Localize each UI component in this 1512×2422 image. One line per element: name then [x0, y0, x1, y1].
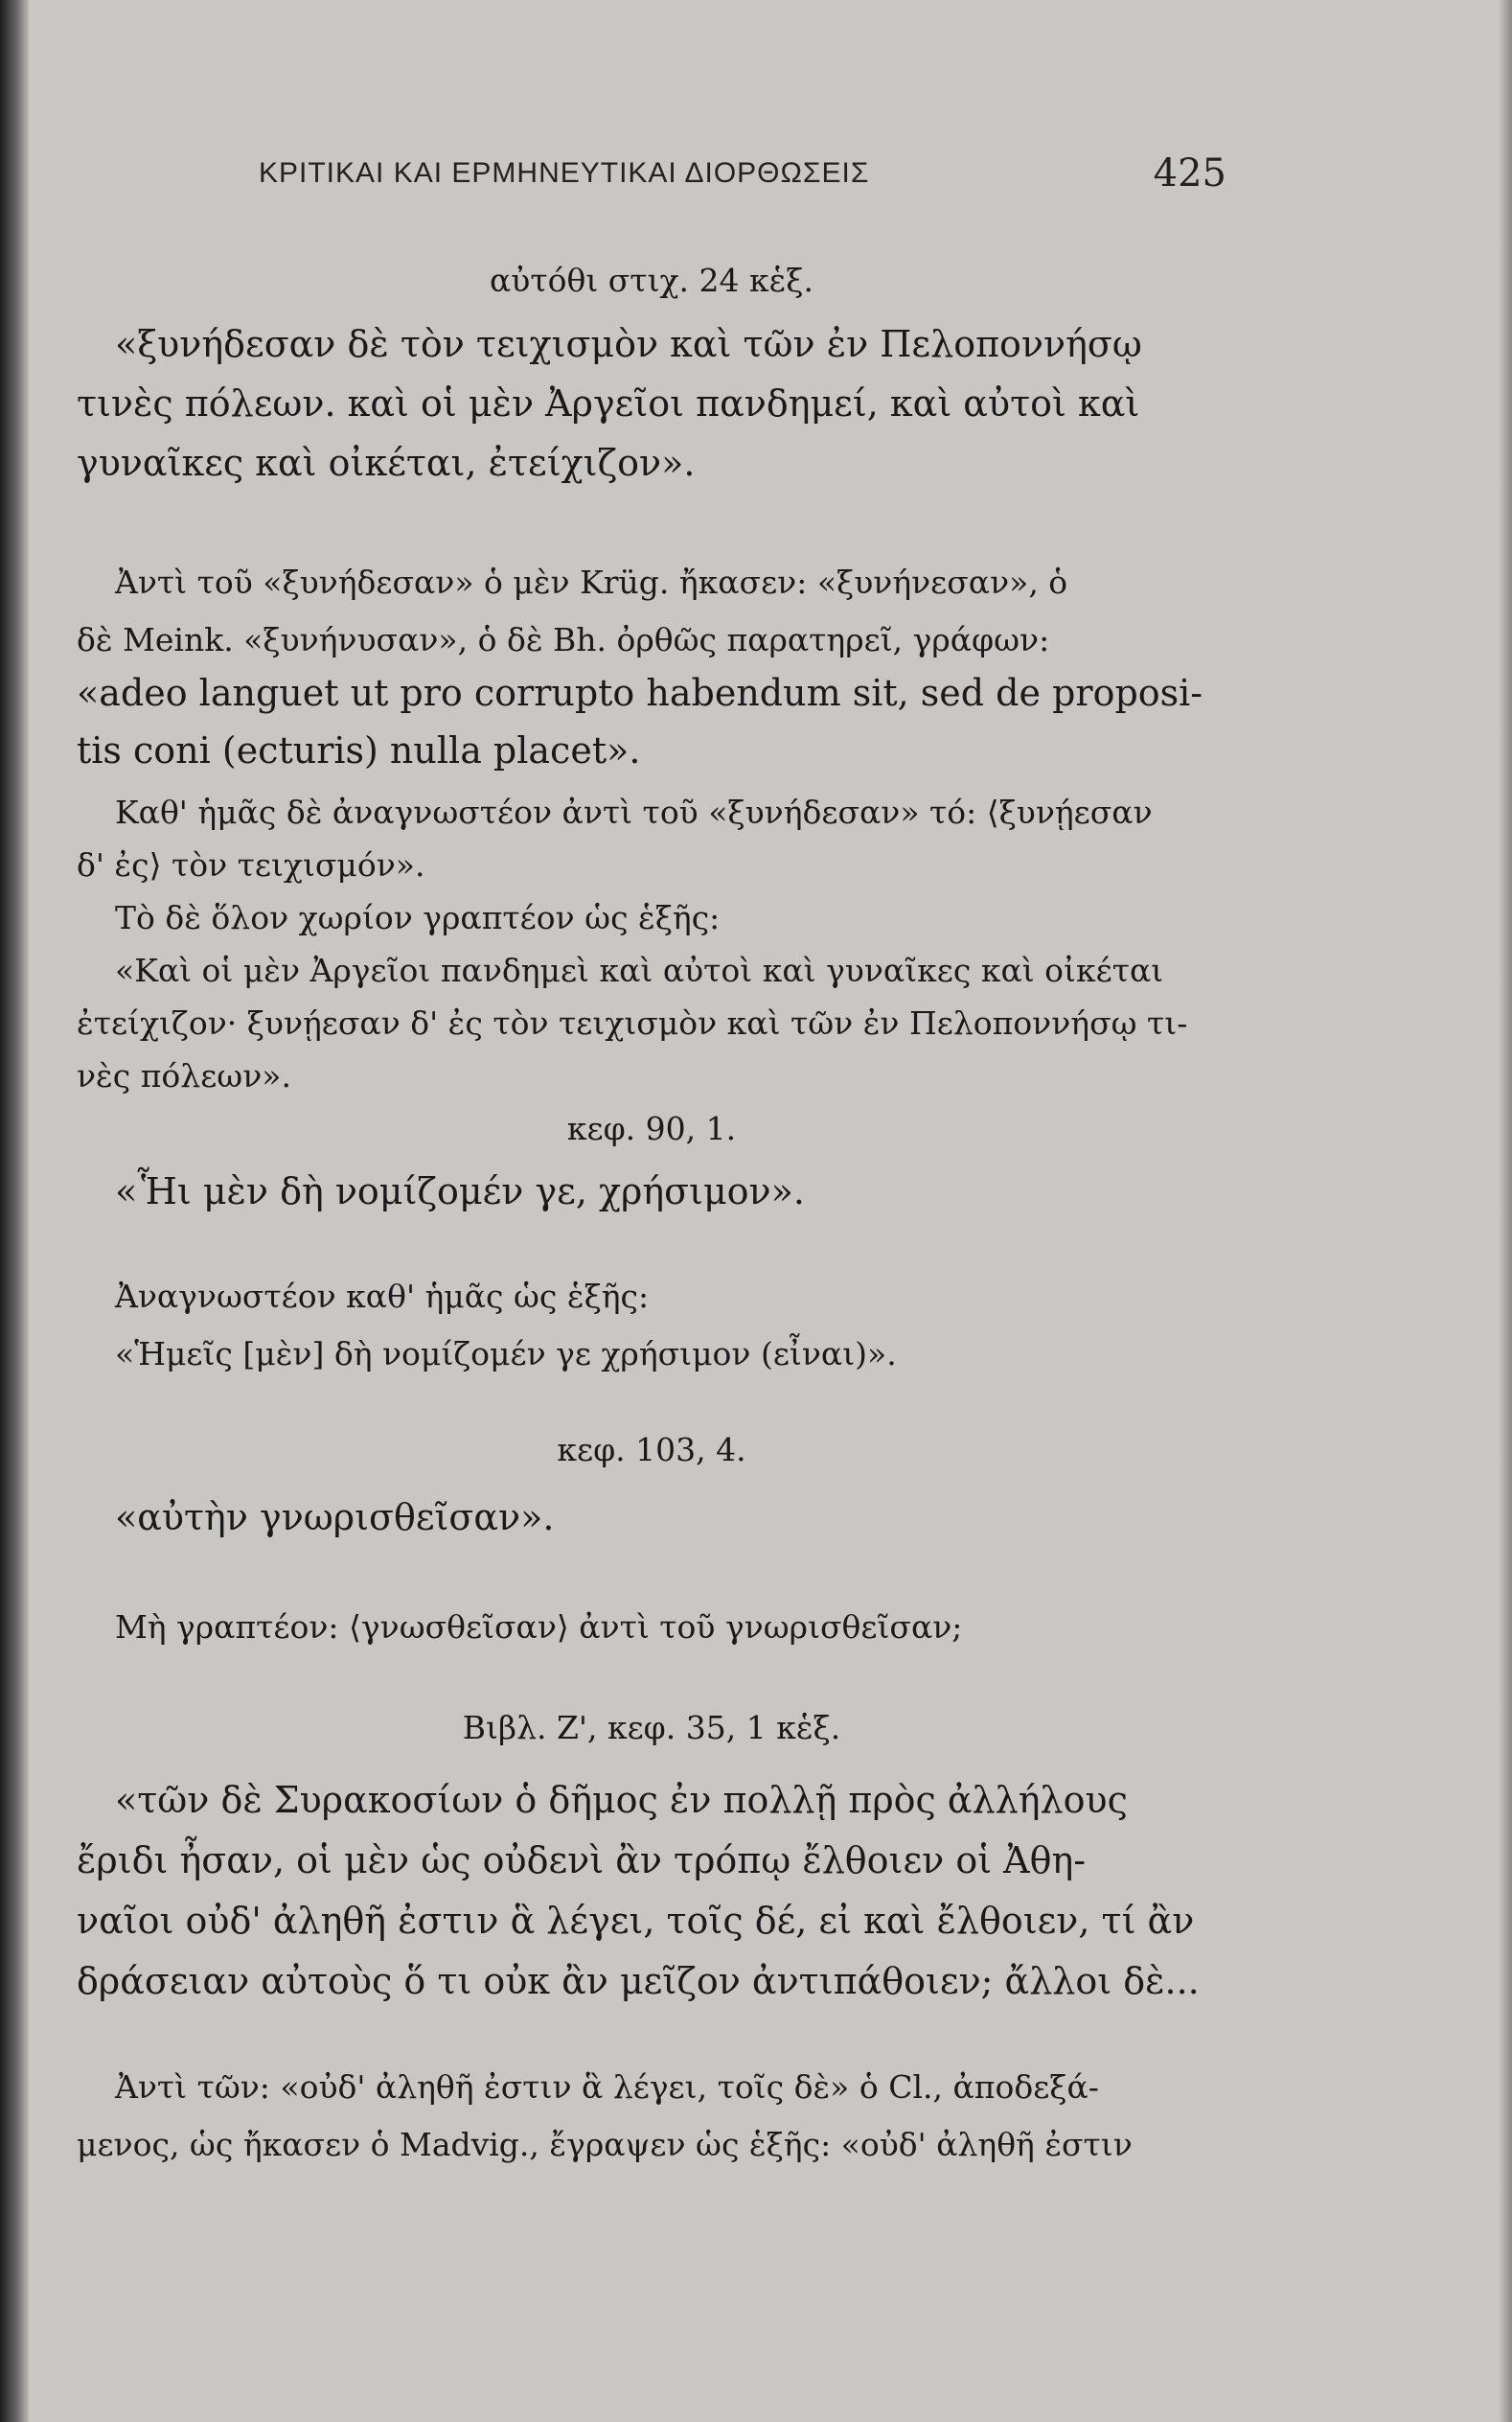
section-reference: κεφ. 90, 1.: [566, 1110, 737, 1147]
quote-line: γυναῖκες καὶ οἰκέται, ἐτείχιζον».: [77, 442, 696, 484]
commentary-line: Τὸ δὲ ὅλον χωρίον γραπτέον ὡς ἑξῆς:: [115, 899, 721, 936]
quote-line: «Ἧι μὲν δὴ νομίζομέν γε, χρήσιμον».: [115, 1170, 805, 1212]
page-edge: [1499, 0, 1512, 2422]
commentary-line: «Καὶ οἱ μὲν Ἀργεῖοι πανδημεὶ καὶ αὐτοὶ καὶ γυναῖκες καὶ οἰκέται: [115, 952, 1164, 989]
quote-line: ναῖοι οὐδ' ἀληθῆ ἐστιν ἃ λέγει, τοῖς δέ, εἰ καὶ ἔλθοιεν, τί ἂν: [77, 1900, 1195, 1942]
quote-line: «αὐτὴν γνωρισθεῖσαν».: [115, 1496, 555, 1538]
commentary-line: δὲ Meink. «ξυνήνυσαν», ὁ δὲ Bh. ὀρθῶς παρατηρεῖ, γράφων:: [77, 621, 1050, 658]
page-binding-shadow: [0, 0, 29, 2422]
running-head: ΚΡΙΤΙΚΑΙ ΚΑΙ ΕΡΜΗΝΕΥΤΙΚΑΙ ΔΙΟΡΘΩΣΕΙΣ: [259, 157, 870, 189]
commentary-line: Μὴ γραπτέον: ⟨γνωσθεῖσαν⟩ ἀντὶ τοῦ γνωρισθεῖσαν;: [115, 1608, 963, 1646]
section-reference: αὐτόθι στιχ. 24 κἑξ.: [490, 262, 813, 299]
quote-line: ἔριδι ἦσαν, οἱ μὲν ὡς οὐδενὶ ἂν τρόπῳ ἔλθοιεν οἱ Ἀθη-: [77, 1839, 1087, 1881]
page-header: [259, 151, 1226, 199]
commentary-line: tis coni (ecturis) nulla placet».: [77, 729, 641, 772]
commentary-line: Ἀντὶ τοῦ «ξυνήδεσαν» ὁ μὲν Krüg. ἤκασεν: «ξυνήνεσαν», ὁ: [115, 564, 1068, 601]
commentary-line: μενος, ὡς ἤκασεν ὁ Madvig., ἔγραψεν ὡς ἑξῆς: «οὐδ' ἀληθῆ ἐστιν: [77, 2126, 1133, 2163]
quote-line: «τῶν δὲ Συρακοσίων ὁ δῆμος ἐν πολλῇ πρὸς ἀλλήλους: [115, 1779, 1128, 1821]
quote-line: δράσειαν αὐτοὺς ὅ τι οὐκ ἂν μεῖζον ἀντιπάθοιεν; ἄλλοι δὲ...: [77, 1960, 1200, 2002]
section-reference: κεφ. 103, 4.: [557, 1431, 746, 1468]
commentary-line: νὲς πόλεων».: [77, 1057, 291, 1095]
commentary-line: ἐτείχιζον· ξυνῄεσαν δ' ἐς τὸν τειχισμὸν καὶ τῶν ἐν Πελοποννήσῳ τι-: [77, 1004, 1188, 1042]
quote-line: τινὲς πόλεων. καὶ οἱ μὲν Ἀργεῖοι πανδημεί, καὶ αὐτοὶ καὶ: [77, 382, 1140, 425]
page-number: 425: [1153, 151, 1226, 196]
quote-line: «ξυνήδεσαν δὲ τὸν τειχισμὸν καὶ τῶν ἐν Πελοποννήσῳ: [115, 323, 1142, 365]
commentary-line: Καθ' ἡμᾶς δὲ ἀναγνωστέον ἀντὶ τοῦ «ξυνήδεσαν» τό: ⟨ξυνῄεσαν: [115, 794, 1153, 831]
section-reference: Βιβλ. Ζ', κεφ. 35, 1 κἑξ.: [462, 1709, 841, 1746]
commentary-line: Ἀντὶ τῶν: «οὐδ' ἀληθῆ ἐστιν ἃ λέγει, τοῖς δὲ» ὁ Cl., ἀποδεξά-: [115, 2068, 1099, 2106]
commentary-line: «adeo languet ut pro corrupto habendum sit, sed de proposi-: [77, 672, 1203, 714]
commentary-line: δ' ἐς⟩ τὸν τειχισμόν».: [77, 846, 425, 884]
commentary-line: «Ἡμεῖς [μὲν] δὴ νομίζομέν γε χρήσιμον (εἶναι)».: [115, 1335, 897, 1372]
commentary-line: Ἀναγνωστέον καθ' ἡμᾶς ὡς ἑξῆς:: [115, 1278, 650, 1315]
